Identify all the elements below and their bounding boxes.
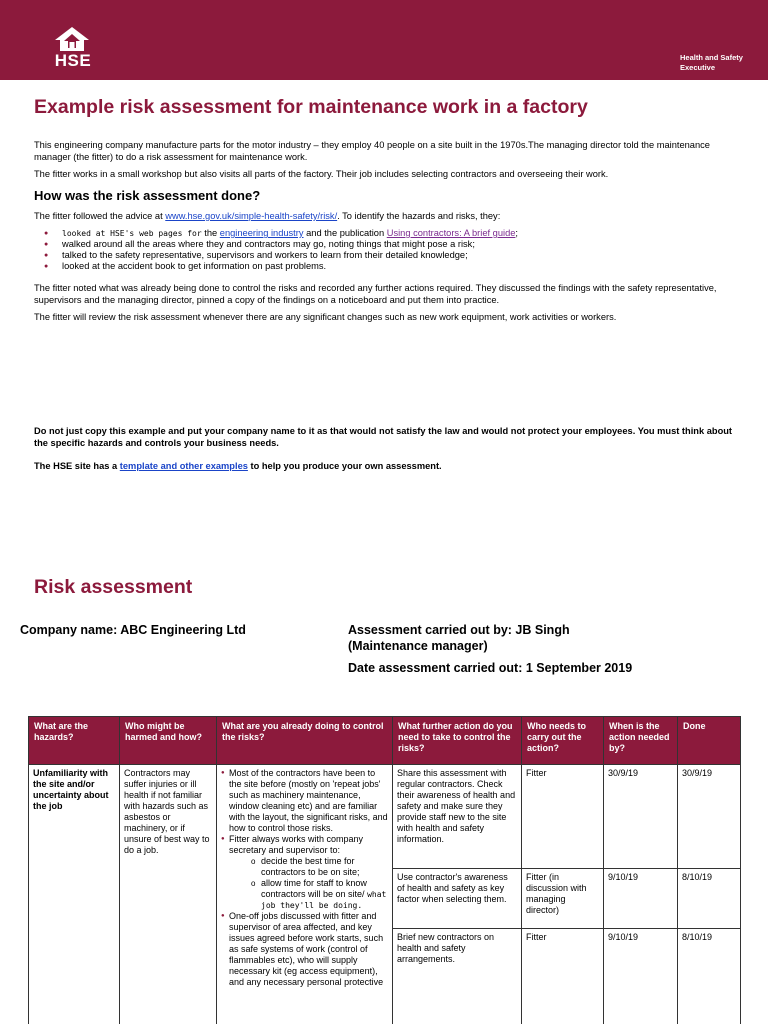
done-cell: 8/10/19 [678, 869, 741, 929]
header-done: Done [678, 717, 741, 765]
company-name: Company name: ABC Engineering Ltd [20, 623, 246, 637]
header-hazards: What are the hazards? [29, 717, 120, 765]
risk-assessment-heading: Risk assessment [34, 576, 193, 598]
done-cell: 30/9/19 [678, 765, 741, 869]
logo-text: HSE [54, 51, 92, 70]
controls-cell [217, 765, 393, 1024]
page-header [0, 0, 768, 80]
action-cell: Use contractor's awareness of health and safety as key factor when selecting them. [393, 869, 522, 929]
how-paragraph-3: The fitter noted what was already being done to control the risks and recorded any further actions required. They discussed the findings with the safety representative, supervisors and the managing director, pinned a copy of the findings on a noticeboard and put them into practice. [34, 283, 717, 305]
template-note: The HSE site has a template and other examples to help you produce your own assessment. [34, 461, 442, 471]
org-name: Health and Safety Executive [680, 53, 743, 72]
template-link[interactable]: template and other examples [119, 461, 248, 471]
hse-logo-icon [54, 26, 90, 52]
list-item: ● looked at the accident book to get information on past problems. [44, 261, 744, 272]
risk-table [28, 716, 741, 1024]
when-cell: 9/10/19 [604, 929, 678, 1024]
who-cell: Fitter (in discussion with managing director) [522, 869, 604, 929]
when-cell: 30/9/19 [604, 765, 678, 869]
hazard-cell: Unfamiliarity with the site and/or uncertainty about the job [29, 765, 120, 1024]
harmed-cell: Contractors may suffer injuries or ill health if not familiar with hazards such as asbestos or machinery, or if unsure of best way to do a job. [120, 765, 217, 1024]
assessor: Assessment carried out by: JB Singh (Maintenance manager) [348, 623, 570, 653]
list-item: ● talked to the safety representative, supervisors and workers to learn from their detailed knowledge; [44, 250, 744, 261]
table-header-row [29, 717, 741, 765]
when-cell: 9/10/19 [604, 869, 678, 929]
warning-text: Do not just copy this example and put your company name to it as that would not satisfy the law and would not protect your employees. You must think about the specific hazards and controls your business needs. [34, 426, 733, 448]
list-item: ● One-off jobs discussed with fitter and supervisor of area affected, and key issues agreed before work starts, such as safe systems of work (control of flammables etc), who will supply necessary kit (eg access equipment), and any necessary personal protective [221, 911, 388, 988]
how-heading: How was the risk assessment done? [34, 188, 261, 203]
using-contractors-link[interactable]: Using contractors: A brief guide [386, 228, 516, 238]
table-row [29, 765, 741, 869]
risk-advice-link[interactable]: www.hse.gov.uk/simple-health-safety/risk/ [165, 211, 338, 221]
who-cell: Fitter [522, 765, 604, 869]
list-item: o allow time for staff to know contractors will be on site/ what job they'll be doing. [251, 878, 388, 911]
action-cell: Share this assessment with regular contractors. Check their awareness of health and safety and make sure they provide staff new to the site with health and safety information. [393, 765, 522, 869]
how-lead: The fitter followed the advice at www.hse.gov.uk/simple-health-safety/risk/. To identify the hazards and risks, they: [34, 211, 501, 221]
who-cell: Fitter [522, 929, 604, 1024]
header-who: Who needs to carry out the action? [522, 717, 604, 765]
list-item: o decide the best time for contractors to be on site; [251, 856, 388, 878]
header-further-action: What further action do you need to take to control the risks? [393, 717, 522, 765]
action-cell: Brief new contractors on health and safety arrangements. [393, 929, 522, 1024]
list-item: ● walked around all the areas where they and contractors may go, noting things that might pose a risk; [44, 239, 744, 250]
list-item: ● Most of the contractors have been to the site before (mostly on 'repeat jobs' such as machinery maintenance, window cleaning etc) and are familiar with the layout, the significant risks, and how to control those risks. [221, 768, 388, 834]
list-item: ● looked at HSE's web pages for the engineering industry and the publication Using contractors: A brief guide; [44, 228, 744, 239]
page-title: Example risk assessment for maintenance work in a factory [34, 96, 588, 118]
intro-paragraph-2: The fitter works in a small workshop but also visits all parts of the factory. Their job includes selecting contractors and overseeing their work. [34, 169, 609, 179]
done-cell: 8/10/19 [678, 929, 741, 1024]
engineering-industry-link[interactable]: engineering industry [219, 228, 304, 238]
list-item: ● Fitter always works with company secretary and supervisor to: o decide the best time for contractors to be on site; o allow time for staff to know contractors will be on site/ what job they'll be doing. [221, 834, 388, 911]
how-paragraph-4: The fitter will review the risk assessment whenever there are any significant changes such as new work equipment, work activities or workers. [34, 312, 617, 322]
header-when: When is the action needed by? [604, 717, 678, 765]
assessment-date: Date assessment carried out: 1 September 2019 [348, 661, 633, 675]
header-controls: What are you already doing to control the risks? [217, 717, 393, 765]
header-harmed: Who might be harmed and how? [120, 717, 217, 765]
hse-logo [50, 26, 96, 70]
how-bullet-list [44, 228, 744, 272]
intro-paragraph-1: This engineering company manufacture parts for the motor industry – they employ 40 people on a site built in the 1970s.The managing director told the maintenance manager (the fitter) to do a risk assessment for maintenance work. [34, 140, 710, 162]
